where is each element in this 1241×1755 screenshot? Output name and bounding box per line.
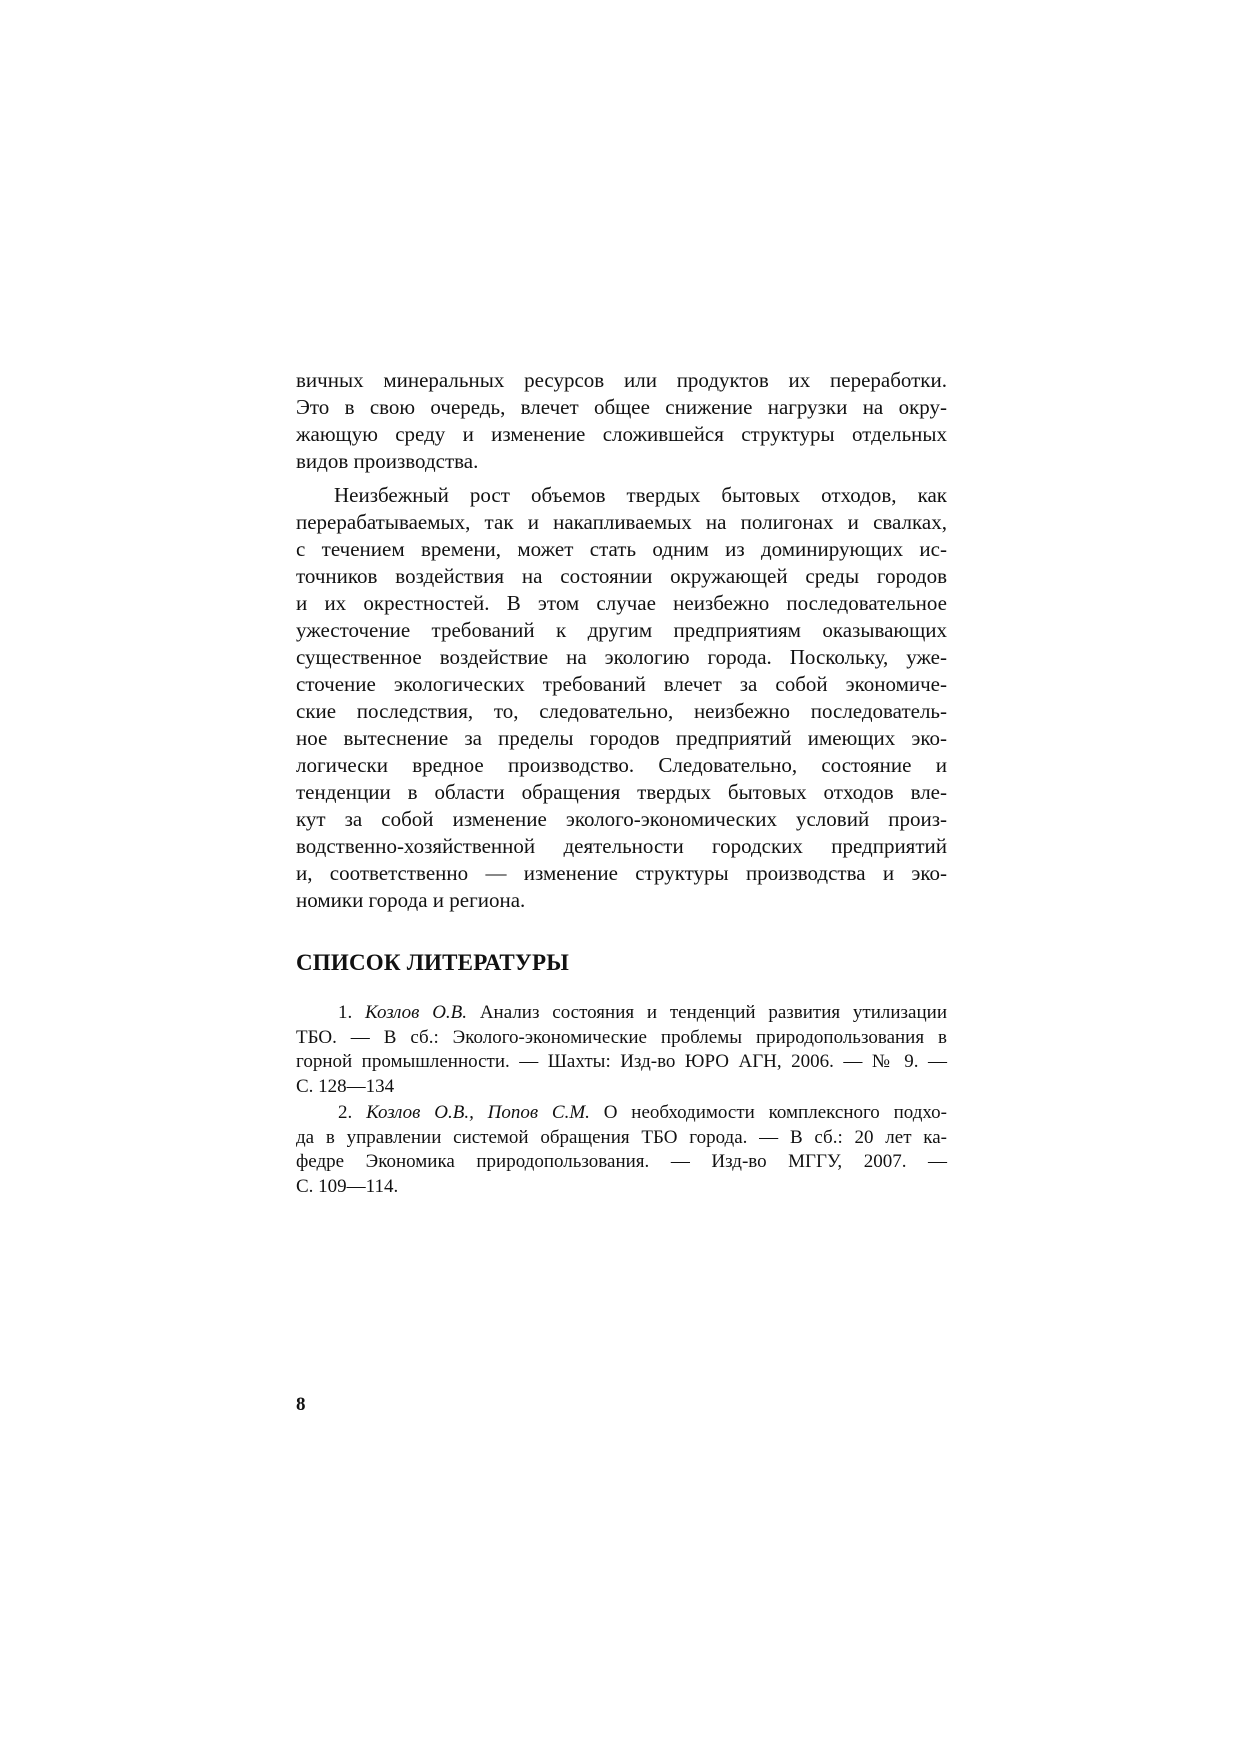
paragraph-2-line-9: ские последствия, то, следовательно, неизбежно последователь-: [296, 699, 947, 723]
reference-2-number: 2.: [338, 1102, 353, 1123]
reference-1-line-3: горной промышленности. — Шахты: Изд-во ЮРО АГН, 2006. — № 9. —: [296, 1051, 947, 1072]
paragraph-2-line-4: точников воздействия на состоянии окружающей среды городов: [296, 564, 947, 588]
reference-1-number: 1.: [338, 1002, 353, 1023]
paragraph-1-line-1: вичных минеральных ресурсов или продуктов их переработки.: [296, 368, 947, 392]
reference-2-line-1: [296, 1101, 947, 1126]
paragraph-2-line-10: ное вытеснение за пределы городов предприятий имеющих эко-: [296, 726, 947, 750]
page-number: 8: [296, 1394, 306, 1415]
paragraph-2-line-3: с течением времени, может стать одним из доминирующих ис-: [296, 537, 947, 561]
paragraph-2-line-14: водственно-хозяйственной деятельности городских предприятий: [296, 834, 947, 858]
paragraph-2-line-5: и их окрестностей. В этом случае неизбежно последовательное: [296, 591, 947, 615]
reference-2-line-3: федре Экономика природопользования. — Изд-во МГГУ, 2007. —: [296, 1151, 947, 1172]
references-heading: СПИСОК ЛИТЕРАТУРЫ: [296, 950, 569, 975]
reference-1-text-1: Анализ состояния и тенденций развития утилизации: [479, 1002, 947, 1023]
paragraph-2-line-11: логически вредное производство. Следовательно, состояние и: [296, 753, 947, 777]
paragraph-1-line-4: видов производства.: [296, 449, 479, 473]
paragraph-2-line-8: сточение экологических требований влечет за собой экономиче-: [296, 672, 947, 696]
paragraph-2-line-15: и, соответственно — изменение структуры производства и эко-: [296, 861, 947, 885]
reference-1-author: Козлов О.В.: [365, 1002, 468, 1023]
reference-1-line-4: С. 128—134: [296, 1075, 395, 1097]
paragraph-2-line-7: существенное воздействие на экологию города. Поскольку, уже-: [296, 645, 947, 669]
paragraph-1-line-2: Это в свою очередь, влечет общее снижение нагрузки на окру-: [296, 395, 947, 419]
paragraph-2-line-6: ужесточение требований к другим предприятиям оказывающих: [296, 618, 947, 642]
reference-1-line-2: ТБО. — В сб.: Эколого-экономические проблемы природопользования в: [296, 1026, 947, 1048]
reference-2-author: Козлов О.В., Попов С.М.: [366, 1102, 590, 1123]
paragraph-2-line-1: Неизбежный рост объемов твердых бытовых отходов, как: [334, 483, 947, 507]
paragraph-1-line-3: жающую среду и изменение сложившейся структуры отдельных: [296, 422, 947, 446]
paragraph-2-line-13: кут за собой изменение эколого-экономических условий произ-: [296, 807, 947, 831]
main-text: [296, 367, 947, 914]
reference-2-line-2: да в управлении системой обращения ТБО города. — В сб.: 20 лет ка-: [296, 1126, 947, 1148]
references-list: [296, 1001, 947, 1199]
reference-2-text-1: О необходимости комплексного подхо-: [603, 1102, 948, 1123]
paragraph-2-line-16: номики города и региона.: [296, 888, 526, 912]
reference-1-line-1: [296, 1001, 947, 1026]
paragraph-2-line-12: тенденции в области обращения твердых бытовых отходов вле-: [296, 780, 947, 804]
reference-2-line-4: С. 109—114.: [296, 1175, 399, 1197]
paragraph-2-line-2: перерабатываемых, так и накапливаемых на полигонах и свалках,: [296, 510, 947, 534]
